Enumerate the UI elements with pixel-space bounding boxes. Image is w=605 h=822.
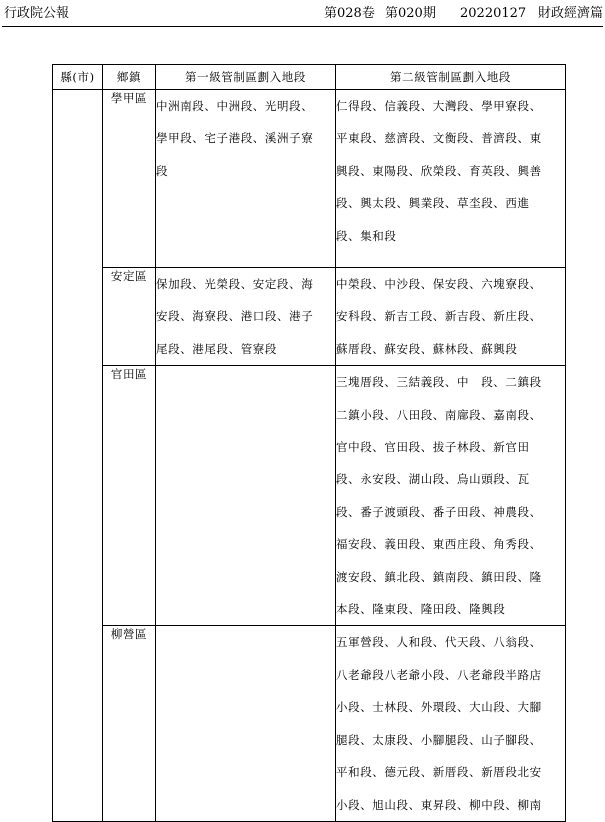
table-header-row — [53, 65, 566, 90]
volume-number: 第028卷 — [324, 6, 375, 21]
level2-sections: 五軍營段、人和段、代天段、八翁段、 八老爺段八老爺小段、八老爺段半路店 小段、士林段、外環段、大山段、大腳 腿段、太康段、小腳腿段、山子腳段、 平和段、德元段、新厝段、新厝段北安 小段、旭山段、東昇段、柳中段、柳南 — [336, 626, 566, 821]
county-cell — [53, 90, 103, 822]
table-row — [53, 90, 566, 268]
publication-date: 20220127 — [460, 6, 527, 21]
column-header-township: 鄉鎮 — [103, 65, 156, 90]
issue-number: 第020期 — [385, 6, 436, 21]
township-cell: 柳營區 — [103, 626, 156, 821]
level2-sections: 仁得段、信義段、大灣段、學甲寮段、 平東段、慈濟段、文衡段、普濟段、東 興段、東陽段、欣榮段、育英段、興善 段、興太段、興業段、草坔段、西進 段、集和段 — [336, 90, 566, 268]
column-header-level2: 第二級管制區劃入地段 — [336, 65, 566, 90]
level1-sections — [156, 626, 336, 821]
level1-sections — [156, 366, 336, 626]
township-cell: 學甲區 — [103, 90, 156, 268]
table-row — [53, 626, 566, 821]
section-name: 財政經濟篇 — [537, 6, 603, 21]
level1-sections: 保加段、光榮段、安定段、海 安段、海寮段、港口段、港子 尾段、港尾段、管寮段 — [156, 268, 336, 366]
township-cell: 安定區 — [103, 268, 156, 366]
control-zone-table — [52, 64, 566, 822]
level2-sections: 三塊厝段、三結義段、中 段、二鎮段 二鎮小段、八田段、南廍段、嘉南段、 官中段、官田段、拔子林段、新官田 段、永安段、湖山段、烏山頭段、瓦 段、番子渡頭段、番子田段、神農段、 福安段、義田段、東西庄段、角秀段、 渡安段、鎮北段、鎮南段、鎮田段、隆 本段、隆東段、隆田段、隆興段 — [336, 366, 566, 626]
township-cell: 官田區 — [103, 366, 156, 626]
level2-sections: 中榮段、中沙段、保安段、六塊寮段、 安科段、新吉工段、新吉段、新庄段、 蘇厝段、蘇安段、蘇林段、蘇興段 — [336, 268, 566, 366]
column-header-county: 縣(市) — [53, 65, 103, 90]
page-header — [2, 0, 603, 27]
table-row — [53, 366, 566, 626]
table-row — [53, 268, 566, 366]
level1-sections: 中洲南段、中洲段、光明段、 學甲段、宅子港段、溪洲子寮 段 — [156, 90, 336, 268]
column-header-level1: 第一級管制區劃入地段 — [156, 65, 336, 90]
publication-title: 行政院公報 — [4, 6, 70, 21]
